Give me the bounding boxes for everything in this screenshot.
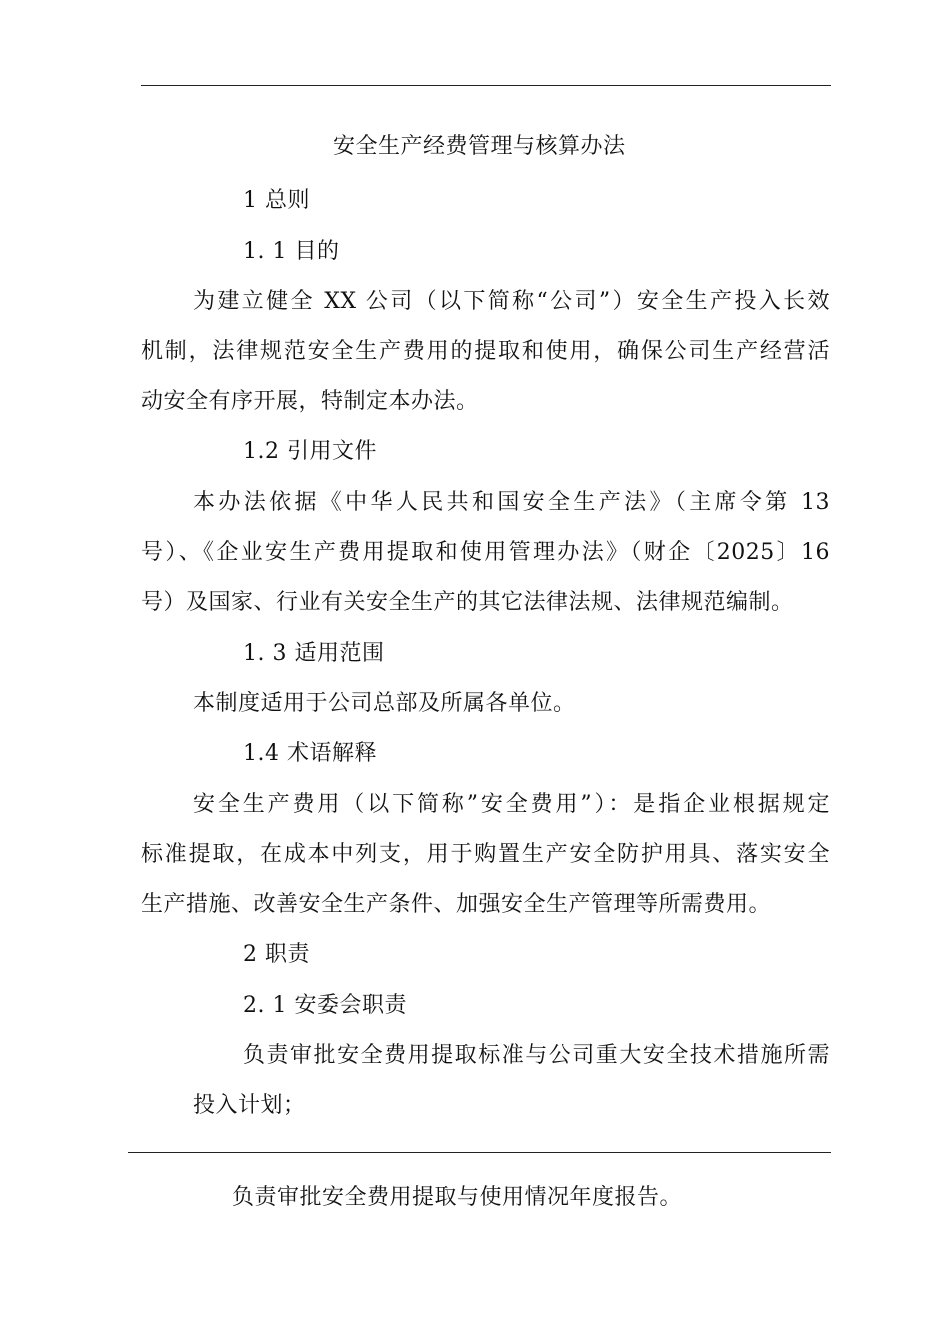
header-rule [141, 85, 831, 86]
paragraph-purpose-line-1: 为建立健全 XX 公司（以下简称“公司”）安全生产投入长效 [193, 289, 830, 314]
section-heading-purpose: 1. 1 目的 [243, 239, 340, 264]
section-heading-scope: 1. 3 适用范围 [243, 641, 385, 666]
paragraph-committee-line-2: 投入计划； [193, 1093, 306, 1118]
paragraph-purpose-line-3: 动安全有序开展，特制定本办法。 [141, 389, 479, 414]
section-heading-general: 1 总则 [243, 188, 310, 213]
paragraph-committee-line-1: 负责审批安全费用提取标准与公司重大安全技术措施所需 [243, 1043, 830, 1068]
paragraph-terms-line-1: 安全生产费用（以下简称”安全费用”）：是指企业根据规定 [193, 792, 830, 817]
paragraph-terms-line-3: 生产措施、改善安全生产条件、加强安全生产管理等所需费用。 [141, 892, 772, 917]
section-heading-terms: 1.4 术语解释 [243, 741, 377, 766]
paragraph-terms-line-2: 标准提取，在成本中列支，用于购置生产安全防护用具、落实安全 [141, 842, 830, 867]
section-heading-responsibilities: 2 职责 [243, 942, 310, 967]
paragraph-annual-report: 负责审批安全费用提取与使用情况年度报告。 [232, 1185, 683, 1210]
paragraph-purpose-line-2: 机制，法律规范安全生产费用的提取和使用，确保公司生产经营活 [141, 339, 830, 364]
section-heading-safety-committee: 2. 1 安委会职责 [243, 993, 407, 1018]
paragraph-references-line-3: 号）及国家、行业有关安全生产的其它法律法规、法律规范编制。 [141, 590, 794, 615]
section-heading-references: 1.2 引用文件 [243, 439, 377, 464]
paragraph-references-line-2: 号）、《企业安生产费用提取和使用管理办法》（财企〔2025〕16 [141, 540, 830, 565]
paragraph-scope: 本制度适用于公司总部及所属各单位。 [193, 691, 576, 716]
document-title: 安全生产经费管理与核算办法 [333, 134, 626, 159]
page-break-rule [128, 1152, 831, 1153]
paragraph-references-line-1: 本办法依据《中华人民共和国安全生产法》（主席令第 13 [193, 490, 830, 515]
